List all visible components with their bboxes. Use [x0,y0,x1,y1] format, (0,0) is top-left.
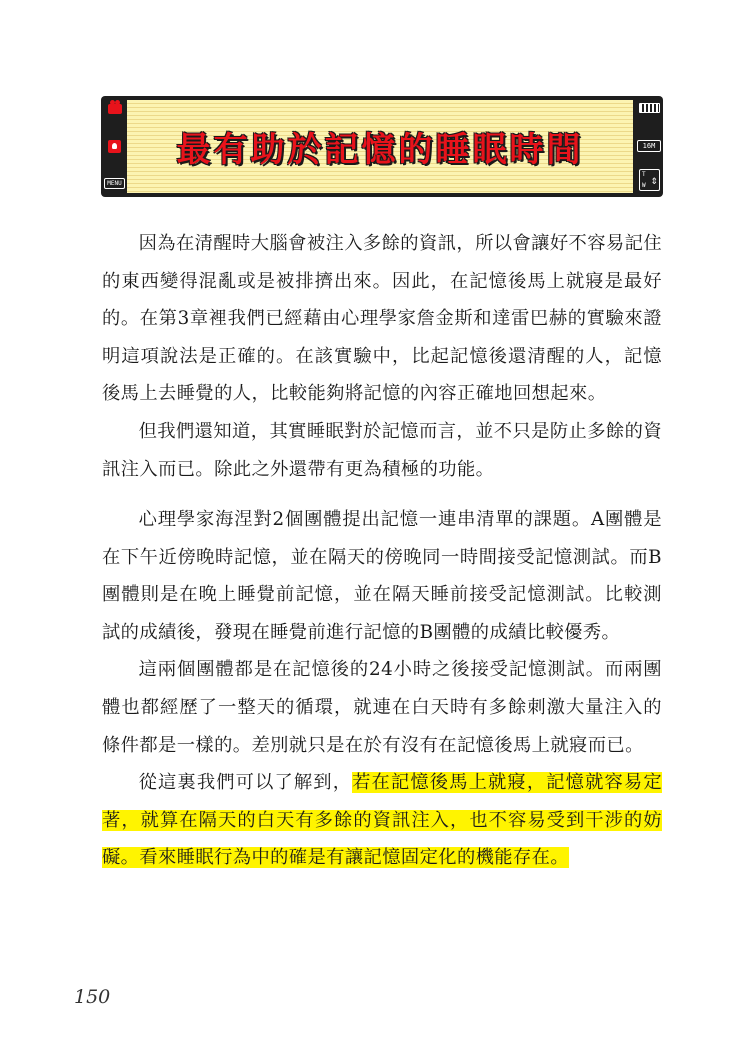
banner-right-panel [637,96,663,197]
menu-label: MENU [104,178,125,189]
memory-size-label: 16M [637,140,661,152]
banner-title-area [127,100,633,193]
paragraph-5 [102,764,662,877]
body-section-2 [102,501,662,877]
highlighted-conclusion: 若在記憶後馬上就寢，記憶就容易定著，就算在隔天的白天有多餘的資訊注入，也不容易受到干涉的妨礙。看來睡眠行為中的確是有讓記憶固定化的機能存在。 [102,772,663,869]
banner-left-panel [101,96,127,197]
video-camera-icon [108,104,122,114]
zoom-w-label: W [642,182,646,189]
paragraph-1: 因為在清醒時大腦會被注入多餘的資訊，所以會讓好不容易記住的東西變得混亂或是被排擠出來。因此，在記憶後馬上就寢是最好的。在第3章裡我們已經藉由心理學家詹金斯和達雷巴赫的實驗來證明這項說法是正確的。在該實驗中，比起記憶後還清醒的人，記憶後馬上去睡覺的人，比較能夠將記憶的內容正確地回想起來。 [102,233,662,405]
zoom-arrow-icon: ⇕ [650,173,658,187]
page-number: 150 [74,986,111,1008]
paragraph-2: 但我們還知道，其實睡眠對於記憶而言，並不只是防止多餘的資訊注入而已。除此之外還帶有更為積極的功能。 [102,420,662,480]
macro-flower-icon [108,140,121,153]
chapter-title-banner [101,96,663,197]
paragraph-3: 心理學家海涅對2個團體提出記憶一連串清單的課題。A團體是在下午近傍晚時記憶，並在隔天的傍晚同一時間接受記憶測試。而B團體則是在晚上睡覺前記憶，並在隔天睡前接受記憶測試。比較測試的成績後，發現在睡覺前進行記憶的B團體的成績比較優秀。 [102,509,662,643]
battery-icon [639,103,660,113]
page-title: 最有助於記憶的睡眠時間 [176,130,584,170]
zoom-t-label: T [642,171,646,178]
paragraph-5-intro: 從這裏我們可以了解到， [138,772,353,794]
body-section-1 [102,225,662,488]
paragraph-4: 這兩個團體都是在記憶後的24小時之後接受記憶測試。而兩團體也都經歷了一整天的循環，就連在白天時有多餘刺激大量注入的條件都是一樣的。差別就只是在於有沒有在記憶後馬上就寢而已。 [102,659,662,756]
zoom-tw-icon [639,169,660,191]
